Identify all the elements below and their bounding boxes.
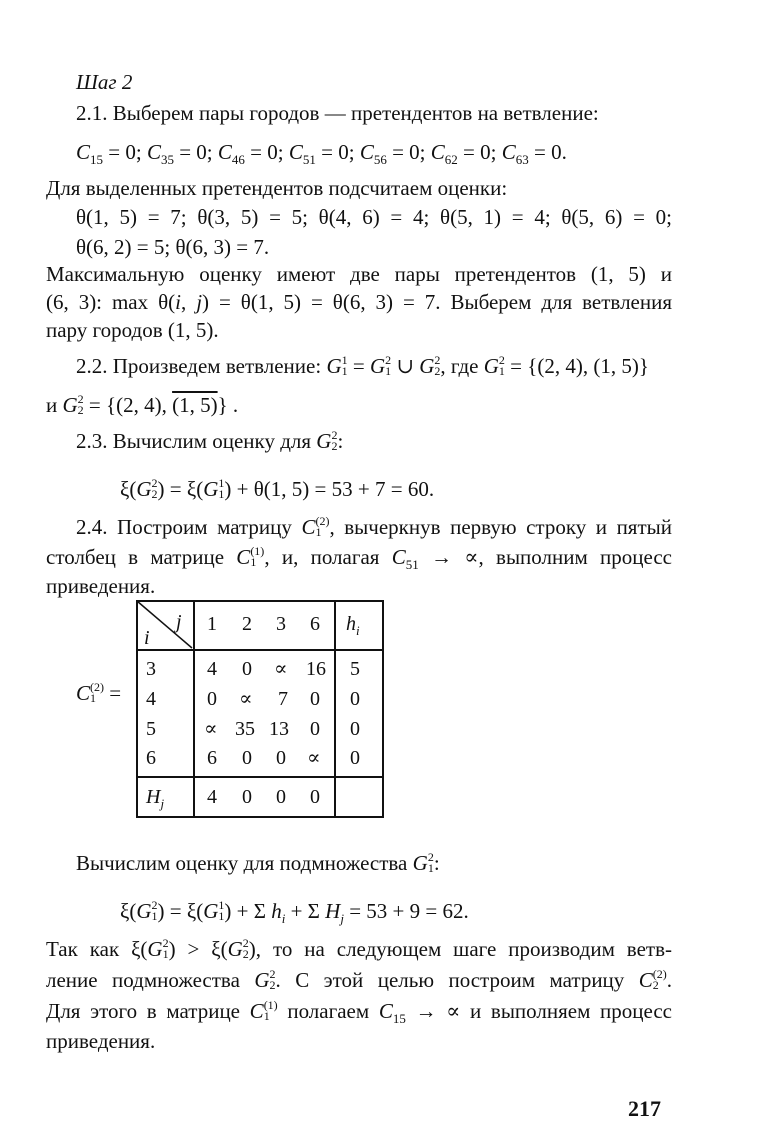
matrix-cell: 0 <box>310 718 320 740</box>
section-2-4-line-2: столбец в матрице C (1) 1 , и, полагая $C_{51}$ → ∝, выполним процесс <box>46 544 673 572</box>
row-index: 4 <box>146 688 156 710</box>
column-header: 3 <box>276 613 286 635</box>
matrix-cell: 0 <box>310 688 320 710</box>
matrix-cell: 4 <box>207 658 217 680</box>
compute-g1-text: Вычислим оценку для подмножества G 2 1 : <box>76 850 440 875</box>
matrix-cell: 7 <box>278 688 288 710</box>
step-heading: Шаг 2 <box>76 70 133 94</box>
matrix-divider-h <box>334 600 336 818</box>
estimates-line-2: θ(6, 2) = 5; θ(6, 3) = 7. <box>76 235 270 259</box>
section-2-4-line-1: 2.4. Построим матрицу C (2) 1 , вычеркнув первую строку и пятый <box>76 514 672 539</box>
matrix-cell: 0 <box>242 658 252 680</box>
matrix-cell: 0 <box>276 747 286 769</box>
matrix-cell: 0 <box>207 688 217 710</box>
max-para-line-3: пару городов (1, 5). <box>46 318 219 342</box>
corner-j-label: j <box>176 611 182 633</box>
matrix-cell: 0 <box>242 747 252 769</box>
column-header: 1 <box>207 613 217 635</box>
H-value: 0 <box>276 786 286 808</box>
final-line-4: приведения. <box>46 1029 156 1053</box>
matrix-cell: ∝ <box>204 718 218 740</box>
h-cell: 0 <box>350 747 360 769</box>
H-value: 0 <box>242 786 252 808</box>
estimates-intro: Для выделенных претендентов подсчитаем оценки: <box>46 176 508 200</box>
section-2-4-line-3: приведения. <box>46 574 156 598</box>
final-line-1: Так как ξ(G 2 1 ) > ξ(G 2 2 ), то на следующем шаге производим ветв- <box>46 936 672 961</box>
matrix-label: C (2) 1 = <box>76 680 122 705</box>
h-cell: 5 <box>350 658 360 680</box>
h-column-header: $h_i$ <box>346 613 360 638</box>
h-cell: 0 <box>350 688 360 710</box>
row-index: 3 <box>146 658 156 680</box>
H-value: 4 <box>207 786 217 808</box>
section-2-2-line-2: и G 2 2 = {(2, 4), (1, 5)} . <box>46 392 239 417</box>
matrix-cell: 35 <box>235 718 255 740</box>
H-row-label: $H_j$ <box>146 786 165 811</box>
corner-i-label: i <box>144 627 150 649</box>
final-line-2: ление подмножества G 2 2 . С этой целью построим матрицу C (2) 2 . <box>46 967 672 992</box>
matrix-cell: ∝ <box>307 747 321 769</box>
row-index: 6 <box>146 747 156 769</box>
H-value: 0 <box>310 786 320 808</box>
zero-candidates-list <box>76 140 567 167</box>
section-2-3-text: 2.3. Вычислим оценку для G 2 2 : <box>76 428 344 453</box>
formula-g1-estimate: ξ(G 2 1 ) = ξ(G 1 1 ) + Σ $h_i + \Sigma$ $H_j = 53 + 9 = 62$. <box>120 898 469 926</box>
matrix-cell: ∝ <box>239 688 253 710</box>
matrix-border-right <box>382 600 384 818</box>
matrix-divider-footer <box>136 776 384 778</box>
zero-list-render: $C_{15} = 0$; $C_{35} = 0$; $C_{46} = 0$; $C_{51} = 0$; $C_{56} = 0$; $C_{62} = 0$; $C_{63} = 0$. <box>76 140 567 167</box>
estimates-line-1: θ(1, 5) = 7; θ(3, 5) = 5; θ(4, 6) = 4; θ(5, 1) = 4; θ(5, 6) = 0; <box>76 205 672 229</box>
matrix-border-bottom <box>136 816 384 818</box>
final-line-3: Для этого в матрице C (1) 1 полагаем $C_{15}$ → ∝ и выполняем процесс <box>46 998 672 1026</box>
page-number: 217 <box>628 1096 661 1121</box>
matrix-cell: ∝ <box>274 658 288 680</box>
matrix-cell: 13 <box>269 718 289 740</box>
formula-g2-estimate: ξ(G 2 2 ) = ξ(G 1 1 ) + θ(1, 5) = 53 + 7 = 60. <box>120 476 435 501</box>
column-header: 2 <box>242 613 252 635</box>
section-2-2-line-1: 2.2. Произведем ветвление: G 1 1 = G 2 1 ∪ G 2 2 , где G 2 1 = {(2, 4), (1, 5)} <box>76 353 649 378</box>
column-header: 6 <box>310 613 320 635</box>
matrix-cell: 16 <box>306 658 326 680</box>
section-2-1-text: 2.1. Выберем пары городов — претендентов на ветвление: <box>76 101 599 125</box>
max-para-line-1: Максимальную оценку имеют две пары претендентов (1, 5) и <box>46 262 672 286</box>
row-index: 5 <box>146 718 156 740</box>
h-cell: 0 <box>350 718 360 740</box>
max-para-line-2: (6, 3): max θ(i, j) = θ(1, 5) = θ(6, 3) = 7. Выберем для ветвления <box>46 290 672 314</box>
matrix-cell: 6 <box>207 747 217 769</box>
